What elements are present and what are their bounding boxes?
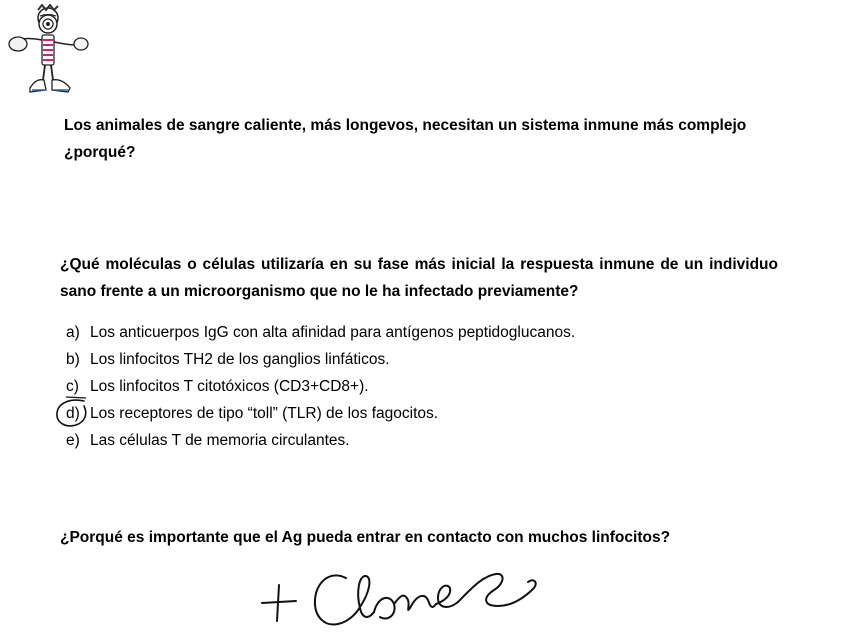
question-2: ¿Qué moléculas o células utilizaría en su fase más inicial la respuesta inmune de un individuo sano frente a un microorganismo que no le ha infectado previamente?: [60, 256, 778, 300]
option-letter: b): [66, 351, 80, 368]
question-1: [64, 112, 784, 166]
option-letter: a): [66, 324, 80, 341]
question-3: ¿Porqué es importante que el Ag pueda entrar en contacto con muchos linfocitos?: [60, 529, 671, 546]
option-text: Los linfocitos T citotóxicos (CD3+CD8+).: [90, 378, 369, 395]
question-1-line-2: ¿porqué?: [64, 144, 136, 161]
answer-options: [66, 319, 575, 454]
option-letter: e): [66, 432, 80, 449]
option-a: [66, 319, 575, 346]
option-c: [66, 373, 575, 400]
question-1-line-1: Los animales de sangre caliente, más longevos, necesitan un sistema inmune más complejo: [64, 117, 747, 134]
option-text: Los receptores de tipo “toll” (TLR) de los fagocitos.: [90, 405, 439, 422]
option-b: [66, 346, 575, 373]
option-letter: c): [66, 378, 79, 395]
option-e: [66, 427, 575, 454]
option-d: [66, 400, 575, 427]
handwritten-answer-signature: [262, 574, 536, 625]
option-text: Las células T de memoria circulantes.: [90, 432, 350, 449]
option-text: Los linfocitos TH2 de los ganglios linfáticos.: [90, 351, 390, 368]
mascot-icon: [6, 4, 90, 96]
option-letter: d): [66, 405, 80, 422]
option-text: Los anticuerpos IgG con alta afinidad para antígenos peptidoglucanos.: [90, 324, 576, 341]
